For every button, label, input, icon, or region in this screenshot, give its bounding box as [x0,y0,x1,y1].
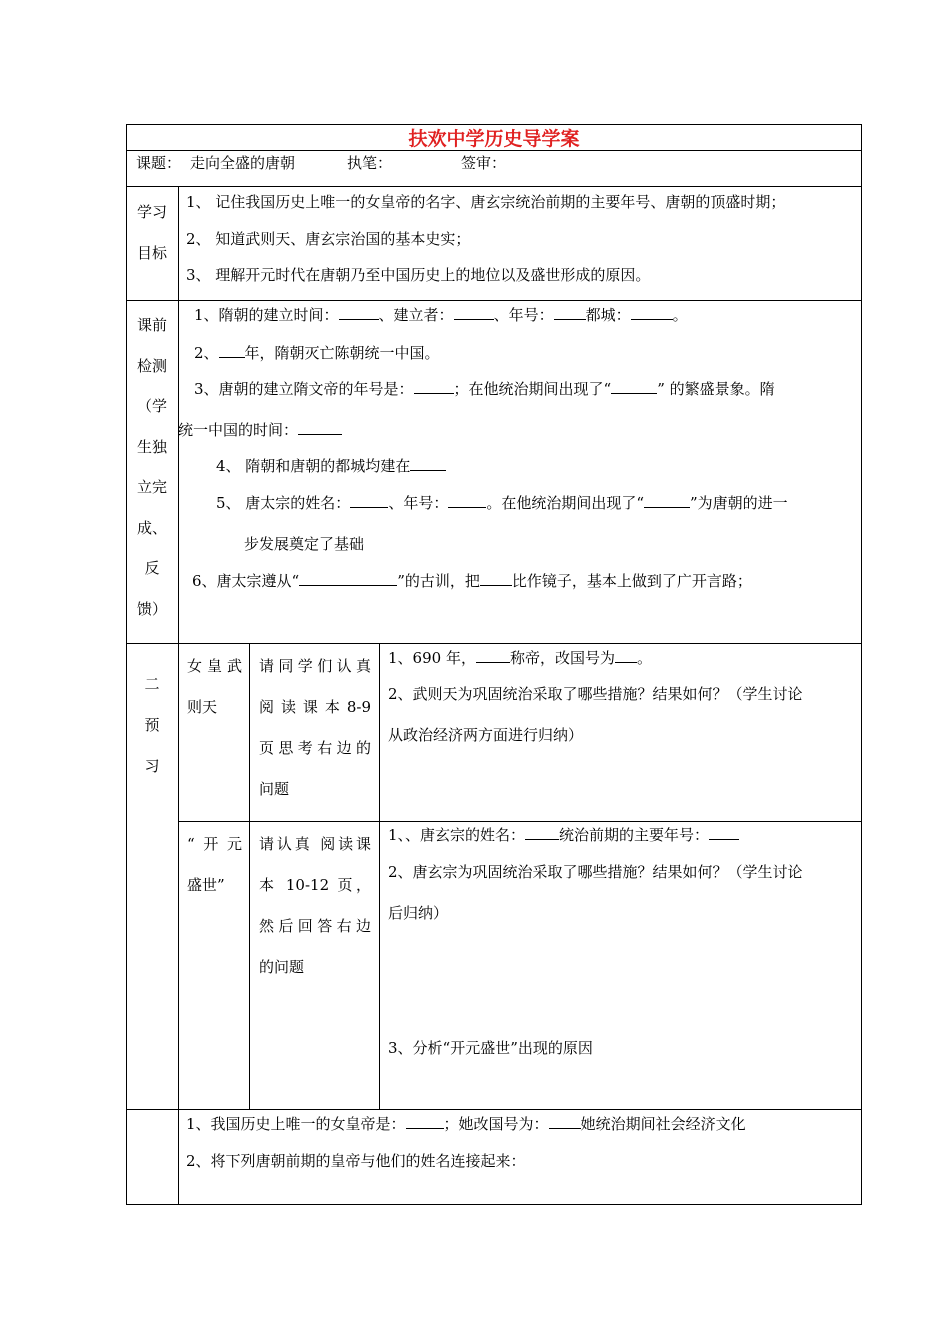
text: 。 [672,306,688,324]
wu-question-2: 2、武则天为巩固统治采取了哪些措施？结果如何？（学生讨论 [388,685,803,703]
objective-item: 2、 知道武则天、唐玄宗治国的基本史实； [186,230,471,248]
rule-col2 [249,643,250,1109]
wu-instruction-line: 阅读课本8-9 [259,698,371,716]
text: 比作镜子，基本上做到了广开言路； [511,572,752,590]
text: 称帝，改国号为 [509,649,615,667]
pretest-question-1 [194,305,688,325]
objectives-label [126,192,178,274]
pretest-question-3-cont [178,420,342,440]
text: 。 [636,649,652,667]
text: ” 的繁盛景象。隋 [657,380,775,398]
answer-blank[interactable] [611,379,657,394]
table-border-top [126,124,862,125]
wu-instruction-line: 请同学们认真 [259,657,371,675]
text: ；她改国号为： [443,1115,549,1133]
writer-label: 执笔： [347,154,393,172]
pretest-label-line: 立完 [136,478,167,496]
answer-blank[interactable] [631,305,673,320]
pretest-label-line: 成、 [136,518,167,537]
consolidate-question-2: 2、将下列唐朝前期的皇帝与他们的姓名连接起来： [186,1152,526,1170]
preview-label [126,664,178,787]
answer-blank[interactable] [448,493,486,508]
answer-blank[interactable] [454,305,494,320]
pretest-label-line: 检测 [136,356,167,375]
pretest-label-line: （学 [136,397,167,415]
text: 、年号： [388,494,449,512]
text: 1、、唐玄宗的姓名： [388,826,526,844]
text: 3、唐朝的建立隋文帝的年号是： [194,380,414,398]
answer-blank[interactable] [644,493,690,508]
wu-topic-line: 女皇武 [187,657,242,675]
objectives-label-line: 学习 [136,203,167,221]
text: 5、 唐太宗的姓名： [216,494,351,512]
consolidate-question-1 [186,1114,746,1134]
answer-blank[interactable] [476,648,510,663]
pretest-label-line: 生独 [136,437,167,456]
wu-question-1 [388,648,652,668]
answer-blank[interactable] [480,571,512,586]
kaiyuan-question-2-cont: 后归纳） [388,904,449,922]
answer-blank[interactable] [410,456,446,471]
pretest-question-4 [216,456,446,476]
wu-instruction-line: 页思考右边的 [259,739,371,757]
kaiyuan-question-3: 3、分析“开元盛世”出现的原因 [388,1039,593,1057]
wu-instruction-line: 问题 [259,780,290,798]
answer-blank[interactable] [615,648,637,663]
table-border-bottom [126,1204,862,1205]
rule-header [126,186,862,187]
wu-instruction [259,646,371,810]
text: 4、 隋朝和唐朝的都城均建在 [216,457,411,475]
kaiyuan-instruction-line: 然后回答右边 [259,917,371,935]
pretest-question-2 [194,343,440,363]
text: ；在他统治期间出现了“ [453,380,612,398]
text: 她统治期间社会经济文化 [580,1115,746,1133]
answer-blank[interactable] [350,493,388,508]
pretest-label-line: 课前 [136,316,167,334]
rule-title [126,150,862,151]
kaiyuan-topic-line: 盛世” [187,876,225,894]
rule-objectives [126,300,862,301]
rule-pretest [126,643,862,644]
kaiyuan-instruction-line: 的问题 [259,958,305,976]
answer-blank[interactable] [709,825,739,840]
pretest-label-line: 馈） [136,599,167,618]
answer-blank[interactable] [549,1114,581,1129]
table-border-right [861,124,862,1205]
text: 。在他统治期间出现了“ [486,494,644,512]
answer-blank[interactable] [406,1114,444,1129]
kaiyuan-question-2: 2、唐玄宗为巩固统治采取了哪些措施？结果如何？（学生讨论 [388,863,803,881]
pretest-question-5 [216,493,788,513]
rule-preview-mid [178,821,862,822]
document-title: 扶欢中学历史导学案 [408,128,580,150]
objectives-label-line: 目标 [136,244,167,262]
text: 统治前期的主要年号： [559,826,710,844]
topic-label: 课题： [136,154,182,172]
text: 6、唐太宗遵从“ [192,572,300,590]
text: 、年号： [493,306,554,324]
preview-label-line: 二 [144,675,160,693]
pretest-question-6 [192,571,752,591]
pretest-label [126,305,178,629]
preview-label-line: 习 [144,757,160,775]
text: 1、690 年， [388,649,476,667]
topic-value: 走向全盛的唐朝 [190,154,296,172]
answer-blank[interactable] [219,343,245,358]
answer-blank[interactable] [339,305,379,320]
kaiyuan-instruction [259,824,371,988]
kaiyuan-question-1 [388,825,739,845]
text: 1、隋朝的建立时间： [194,306,339,324]
answer-blank[interactable] [525,825,559,840]
text: ”的古训，把 [397,572,480,590]
rule-col3 [379,643,380,1109]
wu-topic-line: 则天 [187,698,218,716]
text: ”为唐朝的进一 [690,494,788,512]
rule-col1 [178,186,179,1205]
rule-preview [126,1109,862,1110]
kaiyuan-instruction-line: 请认真 阅读课 [259,835,371,853]
answer-blank[interactable] [554,305,586,320]
answer-blank[interactable] [414,379,454,394]
answer-blank[interactable] [298,420,342,435]
text: 1、我国历史上唯一的女皇帝是： [186,1115,406,1133]
kaiyuan-instruction-line: 本 10-12 页， [259,876,371,894]
study-guide-table [126,124,862,1205]
pretest-question-3 [194,379,775,399]
kaiyuan-topic [187,824,242,906]
answer-blank[interactable] [299,571,397,586]
wu-question-2-cont: 从政治经济两方面进行归纳） [388,726,584,744]
text: 、建立者： [378,306,454,324]
text: 统一中国的时间： [178,421,299,439]
reviewer-label: 签审： [461,154,507,172]
preview-label-line: 预 [144,716,160,734]
pretest-question-5-cont: 步发展奠定了基础 [244,535,365,553]
text: 年，隋朝灭亡陈朝统一中国。 [244,344,440,362]
objective-item: 1、 记住我国历史上唯一的女皇帝的名字、唐玄宗统治前期的主要年号、唐朝的顶盛时期； [186,193,786,211]
pretest-label-line: 反 [144,559,160,577]
kaiyuan-topic-line: “开元 [187,835,242,853]
wu-topic [187,646,242,728]
text: 都城： [585,306,631,324]
text: 2、 [194,344,219,362]
objective-item: 3、 理解开元时代在唐朝乃至中国历史上的地位以及盛世形成的原因。 [186,266,651,284]
